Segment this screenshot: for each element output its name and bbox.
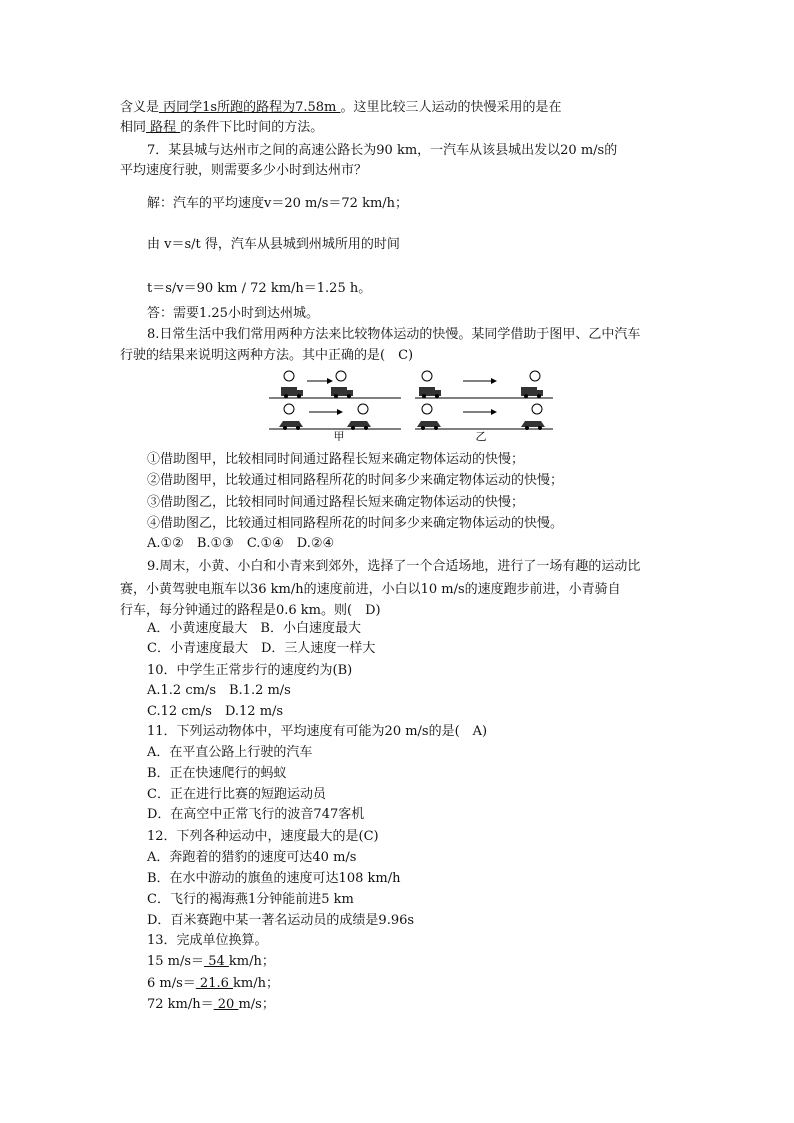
truck-start-left: [281, 387, 303, 398]
q9-line-2: 赛，小黄驾驶电瓶车以36 km/h的速度前进，小白以10 m/s的速度跑步前进，小青骑自: [120, 582, 621, 597]
q9-options-cd: C．小青速度最大 D．三人速度一样大: [147, 641, 376, 656]
clock-icon: [358, 404, 368, 414]
q12-question: 12．下列各种运动中，速度最大的是(C): [147, 829, 379, 844]
clock-icon: [422, 371, 432, 381]
q11-option-c: C．正在进行比赛的短跑运动员: [147, 787, 326, 802]
q7-line-1: 7．某县城与达州市之间的高速公路长为90 km，一汽车从该县城出发以20 m/s的: [147, 143, 618, 158]
text-line-2: 相同 路程 的条件下比时间的方法。: [120, 120, 324, 135]
clock-icon: [336, 371, 346, 381]
q10-question: 10．中学生正常步行的速度约为(B): [147, 663, 353, 678]
q9-options-ab: A．小黄速度最大 B．小白速度最大: [147, 621, 361, 636]
q7-answer: 答：需要1.25小时到达州城。: [147, 306, 319, 321]
q12-option-d: D．百米赛跑中某一著名运动员的成绩是9.96s: [147, 913, 415, 928]
figure-label-jia: 甲: [333, 430, 345, 441]
q8-statement-2: ②借助图甲，比较通过相同路程所花的时间多少来确定物体运动的快慢；: [147, 473, 564, 488]
q10-options-ab: A.1.2 cm/s B.1.2 m/s: [147, 683, 291, 698]
q13-conversion-2: 6 m/s＝ 21.6 km/h；: [147, 976, 279, 991]
q9-line-3: 行车，每分钟通过的路程是0.6 km。则( D): [120, 603, 381, 618]
q12-option-a: A．奔跑着的猎豹的速度可达40 m/s: [147, 850, 357, 865]
q7-solution-3: t＝s/v＝90 km / 72 km/h＝1.25 h。: [147, 281, 372, 296]
q7-line-2: 平均速度行驶，则需要多少小时到达州市？: [120, 163, 368, 178]
q9-line-1: 9.周末，小黄、小白和小青来到郊外，选择了一个合适场地，进行了一场有趣的运动比: [147, 559, 641, 574]
clock-icon: [530, 371, 540, 381]
clock-icon: [422, 404, 432, 414]
q10-options-cd: C.12 cm/s D.12 m/s: [147, 704, 284, 719]
q13-question: 13．完成单位换算。: [147, 933, 268, 948]
clock-icon: [284, 371, 294, 381]
clock-icon: [284, 404, 294, 414]
truck-end-right: [521, 387, 543, 398]
q7-solution-2: 由 v＝s/t 得，汽车从县城到州城所用的时间: [147, 237, 400, 252]
figure-label-yi: 乙: [475, 430, 487, 441]
q12-option-c: C．飞行的褐海燕1分钟能前进5 km: [147, 892, 354, 907]
q13-conversion-3: 72 km/h＝ 20 m/s；: [147, 997, 275, 1012]
truck-start-right: [419, 387, 441, 398]
q11-option-d: D．在高空中正常飞行的波音747客机: [147, 807, 365, 822]
clock-icon: [532, 404, 542, 414]
q7-solution-1: 解：汽车的平均速度v＝20 m/s＝72 km/h；: [147, 196, 409, 211]
q11-question: 11．下列运动物体中，平均速度有可能为20 m/s的是( A): [147, 724, 488, 739]
q13-conversion-1: 15 m/s＝ 54 km/h；: [147, 954, 275, 969]
q8-statement-4: ④借助图乙，比较通过相同路程所花的时间多少来确定物体运动的快慢。: [147, 516, 564, 531]
car-comparison-figure: [269, 369, 553, 441]
q8-options: A.①② B.①③ C.①④ D.②④: [147, 536, 335, 551]
q11-option-b: B．正在快速爬行的蚂蚁: [147, 766, 287, 781]
q8-statement-3: ③借助图乙，比较相同时间通过路程长短来确定物体运动的快慢；: [147, 495, 525, 510]
q12-option-b: B．在水中游动的旗鱼的速度可达108 km/h: [147, 871, 401, 886]
q8-line-1: 8.日常生活中我们常用两种方法来比较物体运动的快慢。某同学借助于图甲、乙中汽车: [147, 327, 641, 342]
q8-statement-1: ①借助图甲，比较相同时间通过路程长短来确定物体运动的快慢；: [147, 452, 525, 467]
text-line-1: 含义是 丙同学1s所跑的路程为7.58m 。这里比较三人运动的快慢采用的是在: [120, 100, 562, 115]
q11-option-a: A．在平直公路上行驶的汽车: [147, 745, 313, 760]
q8-line-2: 行驶的结果来说明这两种方法。其中正确的是( C): [120, 348, 414, 363]
truck-end-left: [331, 387, 353, 398]
